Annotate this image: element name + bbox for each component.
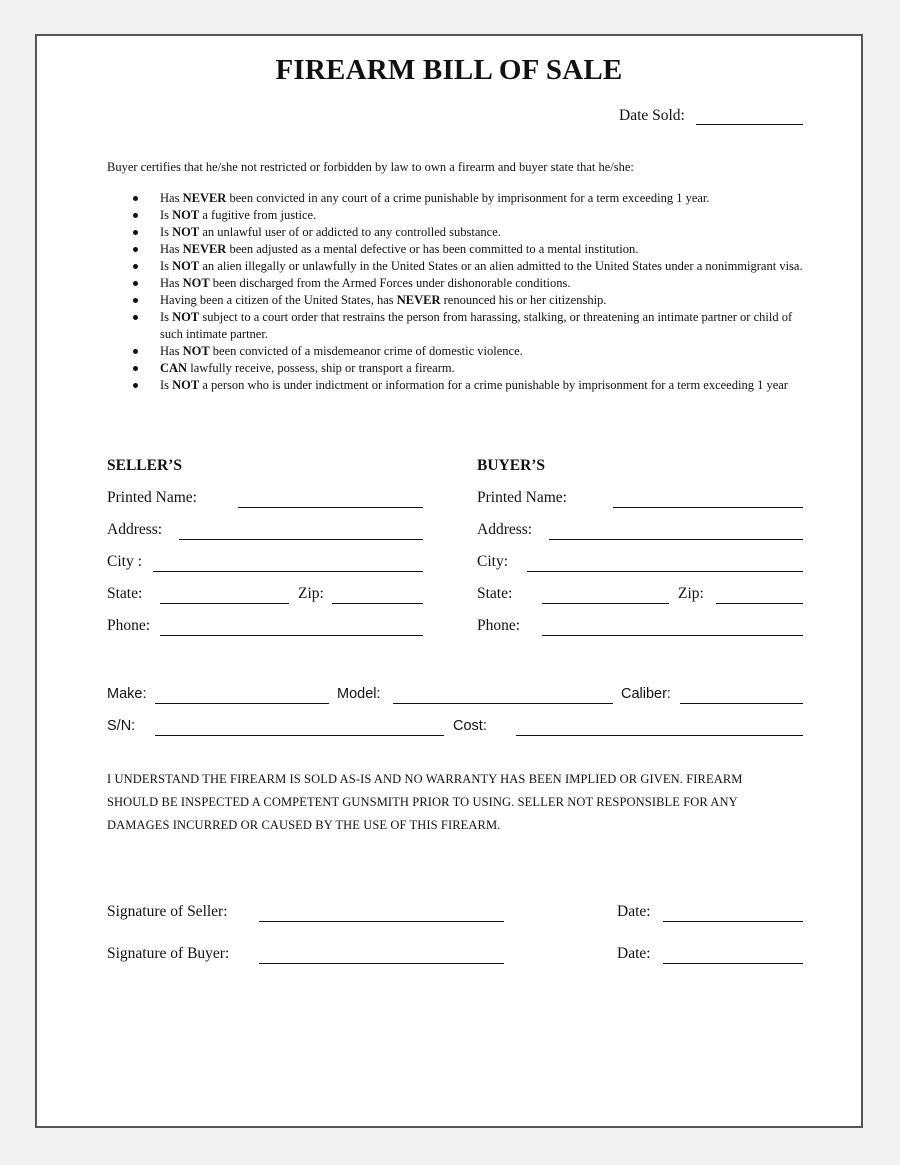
- certification-item: [133, 207, 803, 224]
- certification-text: been discharged from the Armed Forces under dishonorable conditions.: [209, 276, 571, 290]
- certification-text: subject to a court order that restrains the person from harassing, stalking, or threatening an intimate partner or child of such intimate partner.: [160, 310, 793, 341]
- certification-item: [133, 275, 803, 292]
- certification-text: Has: [160, 191, 183, 205]
- certification-text: a person who is under indictment or information for a crime punishable by imprisonment for a term exceeding 1 year: [199, 378, 788, 392]
- make-label: Make:: [107, 686, 147, 702]
- seller-zip-label: Zip:: [298, 585, 324, 602]
- certification-emphasis: NOT: [182, 276, 210, 290]
- buyer-date-field[interactable]: [663, 963, 803, 964]
- certification-emphasis: NOT: [182, 344, 210, 358]
- seller-state-field[interactable]: [160, 603, 289, 604]
- buyer-date-label: Date:: [617, 945, 651, 962]
- bullet-icon: [133, 366, 138, 371]
- certification-item: [133, 258, 803, 275]
- buyer-printed-name-label: Printed Name:: [477, 489, 567, 506]
- certification-item: [133, 309, 803, 343]
- make-field[interactable]: [155, 703, 329, 704]
- bullet-icon: [133, 383, 138, 388]
- certification-text: renounced his or her citizenship.: [440, 293, 607, 307]
- seller-date-label: Date:: [617, 903, 651, 920]
- buyer-phone-field[interactable]: [542, 635, 803, 636]
- buyer-printed-name-field[interactable]: [613, 507, 803, 508]
- certification-text: an alien illegally or unlawfully in the United States or an alien admitted to the United States under a nonimmigrant visa.: [199, 259, 803, 273]
- caliber-field[interactable]: [680, 703, 803, 704]
- certification-item: [133, 377, 803, 394]
- bullet-icon: [133, 349, 138, 354]
- buyer-signature-field[interactable]: [259, 963, 504, 964]
- seller-city-field[interactable]: [153, 571, 423, 572]
- cost-field[interactable]: [516, 735, 803, 736]
- buyer-zip-label: Zip:: [678, 585, 704, 602]
- buyer-phone-label: Phone:: [477, 617, 521, 634]
- bullet-icon: [133, 315, 138, 320]
- certification-text: lawfully receive, possess, ship or transport a firearm.: [187, 361, 455, 375]
- buyer-city-field[interactable]: [527, 571, 803, 572]
- certification-emphasis: NOT: [172, 208, 200, 222]
- certification-emphasis: NOT: [172, 259, 200, 273]
- buyer-state-label: State:: [477, 585, 513, 602]
- certification-text: Is: [160, 225, 173, 239]
- caliber-label: Caliber:: [621, 686, 671, 702]
- bullet-icon: [133, 196, 138, 201]
- seller-city-label: City :: [107, 553, 142, 570]
- buyer-state-field[interactable]: [542, 603, 669, 604]
- certification-text: an unlawful user of or addicted to any controlled substance.: [199, 225, 501, 239]
- disclaimer-text: I UNDERSTAND THE FIREARM IS SOLD AS-IS AND NO WARRANTY HAS BEEN IMPLIED OR GIVEN. FIREARM SHOULD BE INSPECTED A COMPETENT GUNSMITH PRIOR TO USING. SELLER NOT RESPONSIBLE FOR ANY DAMAGES INCURRED OR CAUSED BY THE USE OF THIS FIREARM.: [107, 772, 743, 832]
- bullet-icon: [133, 264, 138, 269]
- seller-address-label: Address:: [107, 521, 163, 538]
- certification-text: Has: [160, 242, 183, 256]
- certification-item: [133, 343, 803, 360]
- seller-address-field[interactable]: [179, 539, 423, 540]
- buyer-zip-field[interactable]: [716, 603, 803, 604]
- seller-phone-field[interactable]: [160, 635, 423, 636]
- certification-item: [133, 190, 803, 207]
- certification-text: Is: [160, 378, 173, 392]
- bullet-icon: [133, 247, 138, 252]
- certification-emphasis: NOT: [172, 310, 200, 324]
- serial-number-label: S/N:: [107, 718, 136, 734]
- certification-item: [133, 292, 803, 309]
- seller-signature-label: Signature of Seller:: [107, 903, 228, 920]
- certification-text: been convicted in any court of a crime punishable by imprisonment for a term exceeding 1 year.: [226, 191, 710, 205]
- bullet-icon: [133, 230, 138, 235]
- certification-text: Is: [160, 259, 173, 273]
- certification-text: Is: [160, 208, 173, 222]
- bullet-icon: [133, 298, 138, 303]
- seller-phone-label: Phone:: [107, 617, 151, 634]
- certification-emphasis: NEVER: [182, 191, 227, 205]
- seller-zip-field[interactable]: [332, 603, 423, 604]
- buyer-signature-label: Signature of Buyer:: [107, 945, 230, 962]
- document-page: [35, 34, 863, 1128]
- seller-date-field[interactable]: [663, 921, 803, 922]
- certification-text: Has: [160, 344, 183, 358]
- certification-item: [133, 360, 803, 377]
- certification-item: [133, 241, 803, 258]
- model-label: Model:: [337, 686, 381, 702]
- certification-text: a fugitive from justice.: [199, 208, 317, 222]
- seller-signature-field[interactable]: [259, 921, 504, 922]
- buyer-address-label: Address:: [477, 521, 533, 538]
- buyer-city-label: City:: [477, 553, 509, 570]
- certification-text: Is: [160, 310, 173, 324]
- buyer-address-field[interactable]: [549, 539, 803, 540]
- certification-text: Having been a citizen of the United States, has: [160, 293, 397, 307]
- page-title: FIREARM BILL OF SALE: [275, 54, 623, 86]
- bullet-icon: [133, 213, 138, 218]
- cost-label: Cost:: [453, 718, 487, 734]
- seller-printed-name-label: Printed Name:: [107, 489, 197, 506]
- serial-number-field[interactable]: [155, 735, 444, 736]
- certification-emphasis: NEVER: [396, 293, 441, 307]
- certification-emphasis: NOT: [172, 378, 200, 392]
- certification-emphasis: NOT: [172, 225, 200, 239]
- buyer-heading: BUYER’S: [477, 457, 546, 474]
- certification-emphasis: NEVER: [182, 242, 227, 256]
- certification-item: [133, 224, 803, 241]
- seller-printed-name-field[interactable]: [238, 507, 423, 508]
- bullet-icon: [133, 281, 138, 286]
- model-field[interactable]: [393, 703, 613, 704]
- certification-emphasis: CAN: [160, 361, 188, 375]
- certification-list: [133, 190, 803, 394]
- date-sold-label: Date Sold:: [619, 107, 685, 124]
- date-sold-field[interactable]: [696, 124, 803, 125]
- certification-text: Has: [160, 276, 183, 290]
- seller-state-label: State:: [107, 585, 143, 602]
- seller-heading: SELLER’S: [107, 457, 182, 474]
- certification-text: been adjusted as a mental defective or has been committed to a mental institution.: [226, 242, 639, 256]
- intro-text: Buyer certifies that he/she not restricted or forbidden by law to own a firearm and buyer state that he/she:: [107, 160, 634, 174]
- certification-text: been convicted of a misdemeanor crime of domestic violence.: [209, 344, 523, 358]
